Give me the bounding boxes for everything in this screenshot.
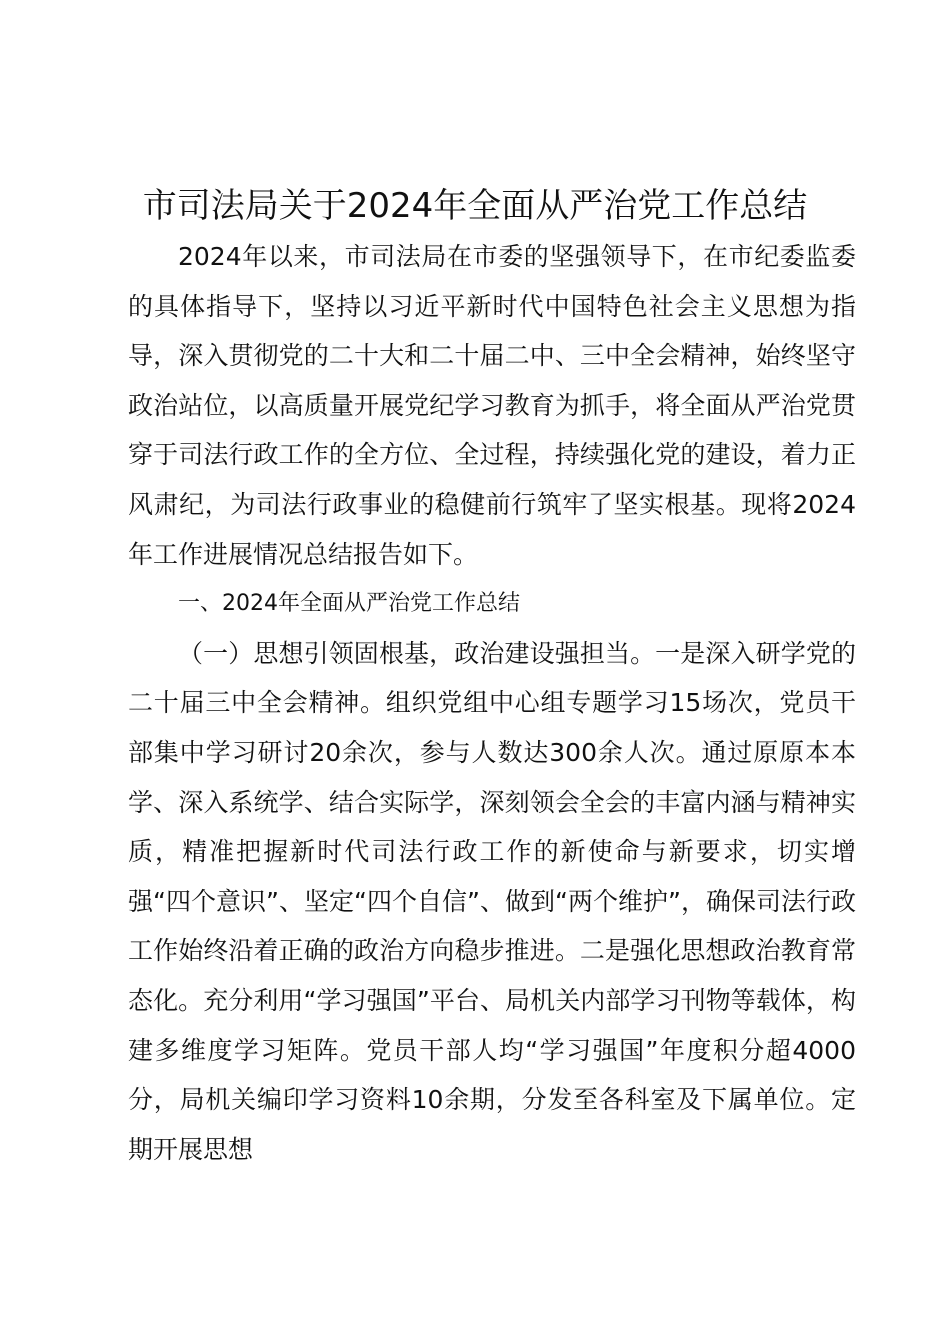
document-body [128,232,856,1174]
intro-paragraph: 2024年以来，市司法局在市委的坚强领导下，在市纪委监委的具体指导下，坚持以习近平新时代中国特色社会主义思想为指导，深入贯彻党的二十大和二十届二中、三中全会精神，始终坚守政治站位，以高质量开展党纪学习教育为抓手，将全面从严治党贯穿于司法行政工作的全方位、全过程，持续强化党的建设，着力正风肃纪，为司法行政事业的稳健前行筑牢了坚实根基。现将2024年工作进展情况总结报告如下。 [128,242,856,569]
section-heading: 一、2024年全面从严治党工作总结 [178,591,520,617]
document-title: 市司法局关于2024年全面从严治党工作总结 [142,186,808,226]
section-paragraph: （一）思想引领固根基，政治建设强担当。一是深入研学党的二十届三中全会精神。组织党组中心组专题学习15场次，党员干部集中学习研讨20余次，参与人数达300余人次。通过原原本本学、深入系统学、结合实际学，深刻领会全会的丰富内涵与精神实质，精准把握新时代司法行政工作的新使命与新要求，切实增强“四个意识”、坚定“四个自信”、做到“两个维护”，确保司法行政工作始终沿着正确的政治方向稳步推进。二是强化思想政治教育常态化。充分利用“学习强国”平台、局机关内部学习刊物等载体，构建多维度学习矩阵。党员干部人均“学习强国”年度积分超4000分，局机关编印学习资料10余期，分发至各科室及下属单位。定期开展思想 [128,638,856,1164]
